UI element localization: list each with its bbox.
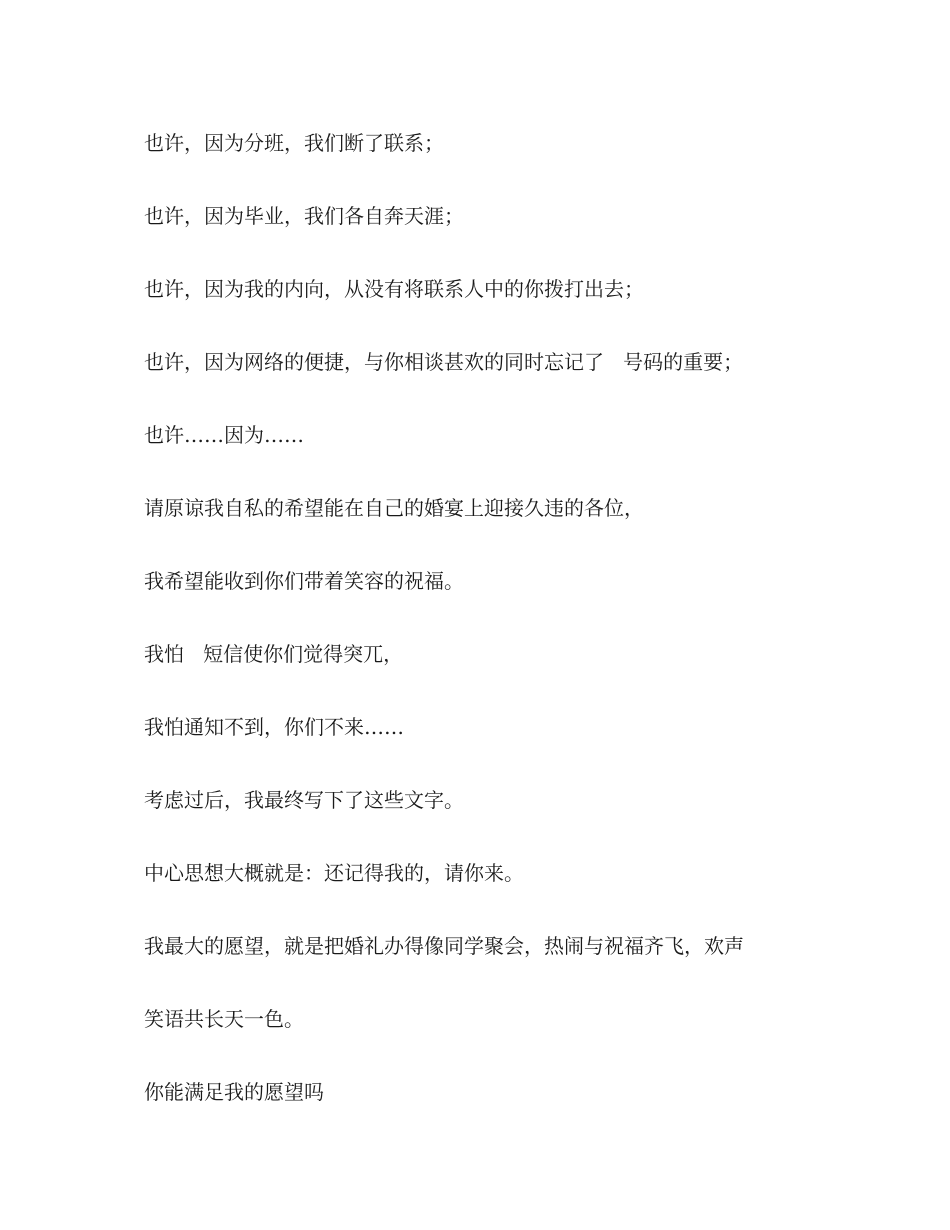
paragraph-line: 你能满足我的愿望吗 xyxy=(144,1080,324,1104)
document-body xyxy=(144,124,824,1146)
paragraph-line: 我怕通知不到，你们不来…… xyxy=(144,715,404,739)
paragraph-line: 考虑过后，我最终写下了这些文字。 xyxy=(144,788,464,812)
paragraph-line: 也许，因为我的内向，从没有将联系人中的你拨打出去； xyxy=(144,277,644,301)
paragraph-line: 也许，因为毕业，我们各自奔天涯； xyxy=(144,204,464,228)
paragraph-line: 我最大的愿望，就是把婚礼办得像同学聚会，热闹与祝福齐飞，欢声 xyxy=(144,934,744,958)
paragraph-line: 笑语共长天一色。 xyxy=(144,1007,304,1031)
paragraph-line: 我希望能收到你们带着笑容的祝福。 xyxy=(144,569,464,593)
paragraph-line: 请原谅我自私的希望能在自己的婚宴上迎接久违的各位， xyxy=(144,496,644,520)
paragraph-line: 中心思想大概就是：还记得我的，请你来。 xyxy=(144,861,524,885)
paragraph-line: 也许，因为网络的便捷，与你相谈甚欢的同时忘记了 号码的重要； xyxy=(144,350,744,374)
paragraph-line: 也许……因为…… xyxy=(144,423,304,447)
paragraph-line: 也许，因为分班，我们断了联系； xyxy=(144,131,444,155)
paragraph-line: 我怕 短信使你们觉得突兀， xyxy=(144,642,404,666)
